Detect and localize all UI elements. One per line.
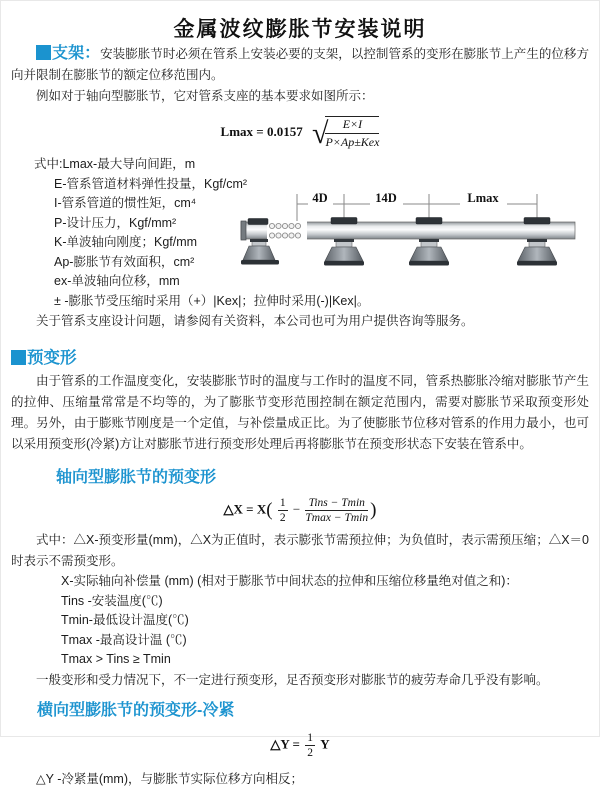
formula3-half-fraction — [305, 732, 315, 759]
formula2-half-fraction — [278, 497, 288, 524]
axial-note-line: 一般变形和受力情况下，不一定进行预变形，足否预变形对膨胀节的疲劳寿命几乎没有影响。 — [36, 672, 549, 687]
section-square-icon — [11, 350, 26, 365]
predeform-section-heading — [11, 344, 589, 368]
formula1-numerator: E×I — [325, 117, 379, 134]
support-note-line: 关于管系支座设计问题，请参阅有关资料，本公司也可为用户提供咨询等服务。 — [36, 314, 474, 328]
bellows-icon — [267, 222, 307, 240]
definition-line: 式中:Lmax-最大导向间距，m — [34, 157, 196, 171]
half-denominator: 2 — [279, 512, 286, 524]
lateral-predeform-formula — [1, 732, 599, 759]
dim-label-4d: 4D — [312, 191, 328, 205]
half-numerator: 1 — [307, 731, 313, 744]
predeform-label-text: 预变形 — [27, 349, 77, 367]
formula2-lhs: △X = X — [223, 501, 267, 517]
definition-line: E-管系管道材料弹性投量，Kgf/cm² — [54, 176, 248, 191]
definition-line: Tins -安装温度(℃) — [61, 593, 163, 608]
pipe-support-diagram — [239, 188, 587, 282]
close-paren: ) — [370, 499, 377, 521]
pipe-end-cap — [241, 221, 246, 240]
formula1-lhs: Lmax = 0.0157 — [220, 123, 303, 139]
definition-line: X-实际轴向补偿量 (mm) (相对于膨胀节中间状态的拉伸和压缩位移量绝对值之和)： — [61, 574, 518, 588]
formula2-temp-fraction — [305, 497, 368, 524]
formula1-denominator: P×Ap±Kex — [325, 135, 380, 149]
half-numerator: 1 — [279, 497, 286, 509]
open-paren: ( — [266, 499, 273, 521]
lateral-subheading: 横向型膨胀节的预变形-冷紧 — [37, 701, 235, 719]
definition-line: I-管系管道的惯性矩，cm⁴ — [54, 196, 197, 210]
definition-line: ± -膨胀节受压缩时采用（+）|Kex|；拉伸时采用(-)|Kex|。 — [54, 293, 370, 308]
predeform-paragraph: 由于管系的工作温度变化，安装膨胀节时的温度与工作时的温度不同，管系热膨胀冷缩对膨胀节产生的拉伸、压缩量常常是不均等的，为了膨胀节变形范围控制在额定范围内，需要对膨胀节采取预变形处理。另外，由于膨账节刚度是一个定值，与补偿量成正比。为了使膨胀节位移对管系的作用力最小，也可以采用预变形(冷紧)方让对膨胀节进行预变形处理后再将膨胀节在预变形状态下安装在管系中。 — [11, 374, 589, 451]
formula3-lhs: △Y = — [270, 735, 300, 751]
axial-predeform-formula — [1, 497, 599, 524]
definition-line: ex-单波轴向位移，mm — [54, 274, 180, 288]
support-example-line: 例如对于轴向型膨胀节，它对管系支座的基本要求如图所示： — [36, 89, 374, 103]
definition-line: Tmax -最高设计温 (℃) — [61, 632, 187, 647]
temp-denominator: Tmax − Tmin — [305, 512, 369, 524]
temp-numerator: Tins − Tmin — [305, 497, 368, 511]
half-denominator: 2 — [307, 746, 313, 759]
definition-line: Tmin-最低设计温度(℃) — [61, 613, 189, 627]
formula1-fraction — [325, 116, 379, 150]
definition-line: K-单波轴向刚度；Kgf/mm — [54, 235, 198, 249]
lateral-desc-line: △Y -冷紧量(mm)，与膨胀节实际位移方向相反； — [36, 771, 304, 786]
definition-line: P-设计压力，Kgf/mm² — [54, 215, 177, 230]
page-title: 金属波纹膨胀节安装说明 — [173, 18, 427, 41]
definition-line: Tmax > Tins ≥ Tmin — [61, 652, 171, 666]
section-square-icon — [36, 45, 51, 60]
support-label-text: 支架： — [52, 45, 101, 62]
axial-subheading: 轴向型膨胀节的预变形 — [56, 469, 217, 486]
formula1-definitions-block — [34, 155, 589, 311]
support-intro-text: 安装膨胀节时必须在管系上安装必要的支架，以控制管系的变形在膨胀节上产生的位移方向并限制在膨胀节的额定位移范围内。 — [11, 47, 589, 82]
dim-label-lmax: Lmax — [467, 191, 499, 205]
formula3-rhs: Y — [320, 735, 330, 751]
axial-desc-paragraph: 式中：△X-预变形量(mm)，△X为正值时，表示膨张节需预拉伸；为负值时，表示需预压缩；△X＝0时表示不需预变形。 — [11, 533, 589, 568]
support-intro-paragraph — [11, 43, 589, 86]
support-section-label — [36, 45, 100, 62]
guide-spacing-formula: Lmax = 0.0157 √ $\frac{E\times I}{\text{P×Ap±Kex}}$ — [220, 116, 380, 150]
minus-sign: − — [292, 501, 301, 517]
definition-line: Ap-膨胀节有效面积，cm² — [54, 254, 195, 269]
dim-label-14d: 14D — [375, 191, 397, 205]
axial-definitions-block — [61, 572, 589, 670]
